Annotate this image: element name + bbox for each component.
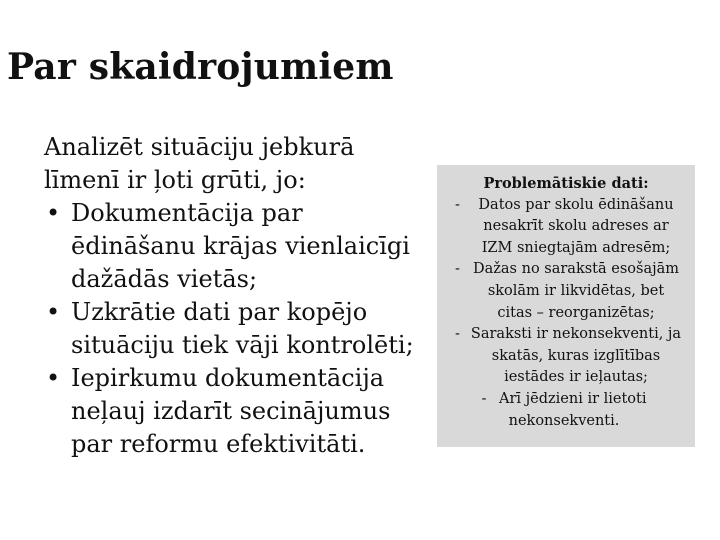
reason-text-line: par reformu efektivitāti. xyxy=(71,430,366,458)
bullet-icon: • xyxy=(46,199,61,227)
problem-item xyxy=(445,195,687,260)
problem-text: Dažas no sarakstā esošajām skolām ir likvidētas, bet citas – reorganizētas; xyxy=(473,261,679,321)
intro-line-2: līmenī ir ļoti grūti, jo: xyxy=(44,166,306,194)
problem-text: Saraksti ir nekonsekventi, ja skatās, kuras izglītības iestādes ir ieļautas; xyxy=(470,326,682,386)
main-text-block xyxy=(44,131,444,461)
bullet-icon: • xyxy=(46,298,61,326)
problem-item xyxy=(445,259,687,324)
problem-data-box xyxy=(437,165,695,447)
reason-text-line: ēdināšanu krājas vienlaicīgi xyxy=(71,232,410,260)
dash-icon: - xyxy=(455,261,460,278)
bullet-icon: • xyxy=(46,364,61,392)
dash-icon: - xyxy=(455,326,460,343)
slide-title: Par skaidrojumiem xyxy=(7,46,394,88)
reason-list xyxy=(44,197,444,461)
reason-text-line: Dokumentācija par xyxy=(71,199,303,227)
intro-line-1: Analizēt situāciju jebkurā xyxy=(44,133,355,161)
reason-text-line: neļauj izdarīt secinājumus xyxy=(71,397,391,425)
problem-text: Datos par skolu ēdināšanu nesakrīt skolu adreses ar IZM sniegtajām adresēm; xyxy=(478,196,674,256)
dash-icon: - xyxy=(455,196,460,213)
reason-text-line: Uzkrātie dati par kopējo xyxy=(71,298,368,326)
reason-item xyxy=(44,296,444,362)
problem-item xyxy=(445,324,687,389)
reason-text-line: Iepirkumu dokumentācija xyxy=(71,364,385,392)
problem-list xyxy=(445,195,687,433)
problem-text: Arī jēdzieni ir lietoti nekonsekventi. xyxy=(499,390,647,429)
reason-item xyxy=(44,362,444,461)
reason-text-line: dažādās vietās; xyxy=(71,265,258,293)
box-heading: Problemātiskie dati: xyxy=(483,175,649,192)
problem-item xyxy=(445,389,687,432)
reason-text-line: situāciju tiek vāji kontrolēti; xyxy=(71,331,414,359)
reason-item xyxy=(44,197,444,296)
dash-icon: - xyxy=(481,390,487,407)
